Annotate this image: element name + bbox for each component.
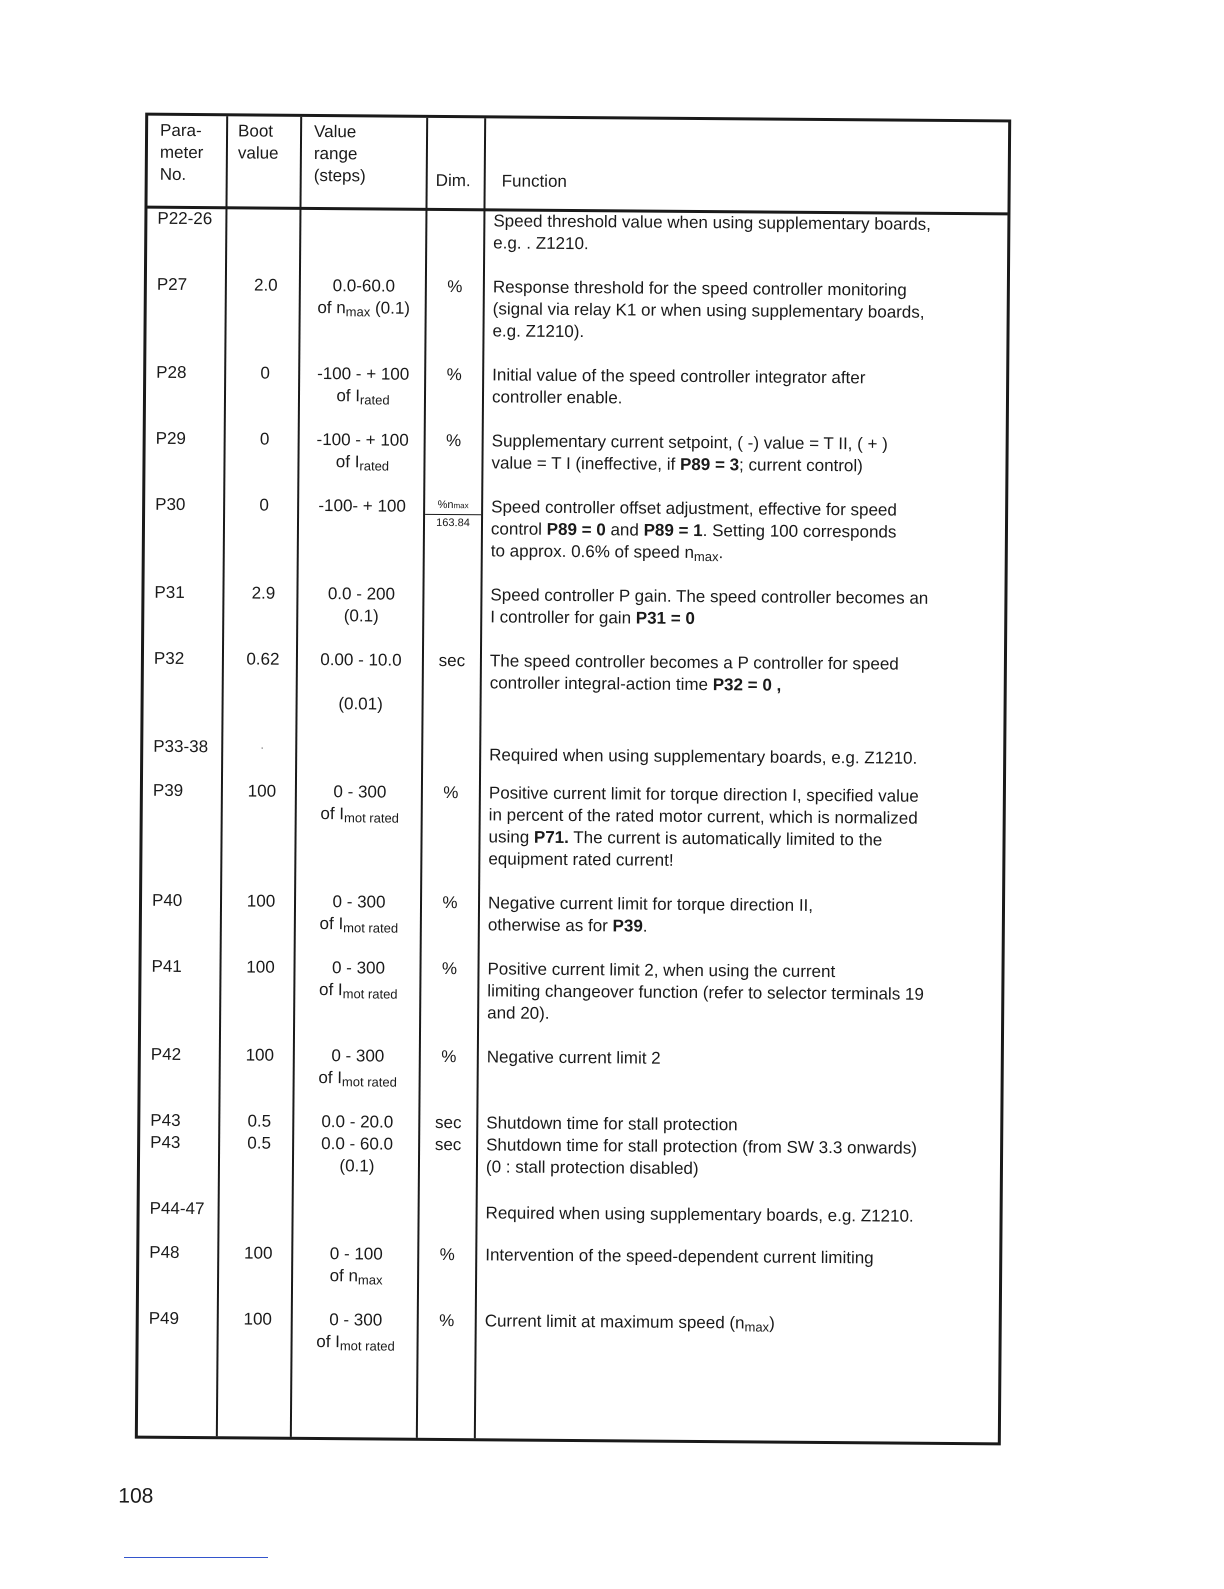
boot-value: 0.5 0.5 [247,1111,272,1153]
table-row [142,956,1002,1023]
value-range: 0 - 300 of $I_{mot rated}$ [316,1310,395,1354]
value-range: 0.0 - 20.0 0.0 - 60.0 (0.1) [321,1112,394,1176]
param-number: P27 [156,274,188,294]
table-row [139,1308,999,1354]
value-range: 0 - 100 of $n_{max}$ [329,1244,383,1288]
value-range: 0 - 300 of $I_{mot rated}$ [319,892,399,936]
header-boot: Boot value [237,121,279,163]
table-row [139,1242,999,1288]
function-text: Speed controller P gain. The speed controller becomes an I controller for gain P31 = 0 [490,585,929,628]
function-text: Response threshold for the speed controller monitoring (signal via relay K1 or when using supplementary boards, e.g. Z1210). [492,277,925,342]
function-text: Shutdown time for stall protection Shutdown time for stall protection (from SW 3.3 onwards) (0 : stall protection disabled) [485,1113,918,1179]
function-text: Initial value of the speed controller integrator after controller enable. [491,365,866,408]
param-number: P28 [156,362,187,382]
boot-value: 0 [259,495,269,515]
param-number: P22-26 [157,208,213,229]
function-text: Required when using supplementary boards, e.g. Z1210. [485,1203,914,1226]
param-number: P39 [152,780,184,800]
function-text: Supplementary current setpoint, ( -) value = T II, ( + ) value = T I (ineffective, if P89 = 3; current control) [491,431,888,476]
boot-value: 100 [245,1045,275,1065]
dimension: % [441,959,458,979]
boot-value: 100 [247,781,277,801]
boot-value: 0 [259,429,270,449]
table-row [143,780,1003,870]
dimension: % [443,783,459,803]
value-range: -100 - + 100 of $I_{rated}$ [316,429,409,474]
header-range: Value range (steps) [313,121,366,186]
header-dim: Dim. [435,170,471,191]
dimension: % [446,431,462,451]
column-divider [474,118,486,1438]
column-divider [216,116,228,1436]
page-number: 108 [118,1484,154,1508]
table-row [140,1110,1000,1179]
dimension: % [441,1046,457,1067]
boot-value: 100 [246,891,276,911]
param-number: P33-38 [153,736,209,757]
header-param: Para- meter No. [159,120,204,184]
param-number: P42 [150,1044,182,1064]
param-number: P49 [148,1308,180,1328]
value-range: 0 - 300 of $I_{mot rated}$ [318,1046,397,1090]
param-number: P43 P43 [150,1110,181,1152]
function-text: Negative current limit 2 [486,1047,661,1068]
boot-value: 2.0 [253,275,278,295]
param-number: P29 [155,428,186,448]
function-text: Positive current limit for torque direction I, specified value in percent of the rated motor current, which is normalized using P71. The current is automatically limited to the equipment rated current! [488,783,919,870]
table-row [147,274,1007,342]
value-range: 0.0 - 200 (0.1) [327,584,396,626]
function-text: Required when using supplementary boards, e.g. Z1210. [489,745,918,768]
boot-value: 0 [260,363,270,383]
param-number: P44-47 [149,1198,205,1219]
value-range: 0 - 300 of $I_{mot rated}$ [318,958,398,1002]
value-range: 0.0-60.0 of $n_{max}$ (0.1) [317,276,411,320]
dimension: %nmax 163.84 [425,498,481,530]
table-row [143,736,1003,768]
function-text: Speed threshold value when using supplementary boards, e.g. . Z1210. [493,211,932,254]
table-row [146,362,1006,408]
table-row [142,890,1002,936]
dimension: sec sec [434,1112,462,1155]
param-number: P41 [151,956,182,976]
table-row [144,648,1004,714]
function-text: Current limit at maximum speed $(n_{max})$ [484,1311,775,1335]
param-number: P48 [149,1242,180,1262]
boot-value: 100 [244,1243,273,1263]
function-text: The speed controller becomes a P controller for speed controller integral-action time P32 = 0 , [489,651,899,695]
boot-value: 2.9 [251,583,276,603]
dimension: % [447,277,463,297]
dimension: % [439,1310,455,1331]
table-row [145,494,1005,565]
function-text: Intervention of the speed-dependent current limiting [485,1245,874,1268]
column-divider [290,117,302,1437]
function-text: Negative current limit for torque direction II, otherwise as for P39. [487,893,814,936]
boot-value: 100 [243,1309,273,1329]
boot-value: 0.62 [246,649,280,669]
function-text: Positive current limit 2, when using the current limiting changeover function (refer to selector terminals 19 and 20). [487,959,924,1023]
table-row [141,1044,1001,1090]
dimension: % [439,1244,455,1265]
value-range: 0 - 300 of $I_{mot rated}$ [320,782,400,826]
value-range: -100- + 100 [318,496,406,516]
value-range: -100 - + 100 of $I_{rated}$ [317,364,410,408]
header-function: Function [501,171,567,191]
boot-value: 100 [246,957,275,977]
dimension: sec [438,650,466,671]
param-number: P40 [151,890,183,910]
param-number: P32 [153,648,185,668]
value-range: 0.00 - 10.0 (0.01) [320,650,402,714]
dimension: % [446,365,462,385]
table-row [140,1198,1000,1226]
function-text: Speed controller offset adjustment, effective for speed control P89 = 0 and P89 = 1. Setting 100 corresponds to approx. 0.6% of speed $n_{max}$. [490,497,897,565]
parameter-table [135,113,1011,1446]
table-row [145,582,1005,628]
param-number: P31 [154,582,185,602]
boot-value: · [260,739,265,755]
dimension: % [442,893,458,913]
param-number: P30 [155,494,186,514]
table-row [146,428,1006,476]
footer-rule [124,1557,268,1558]
